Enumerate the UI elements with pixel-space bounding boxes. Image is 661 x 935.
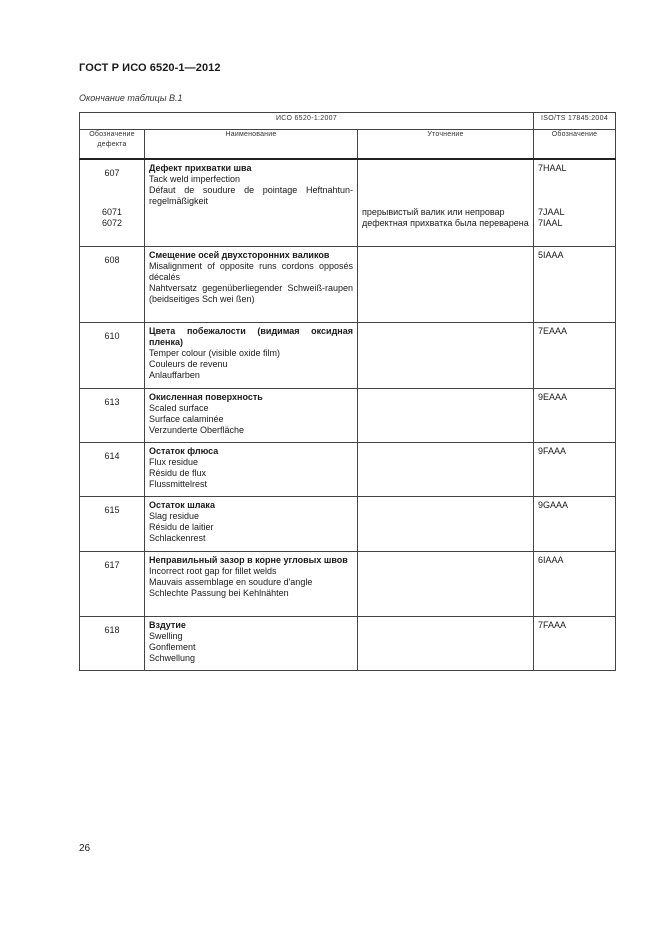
designation-cell [534,159,616,246]
defect-name-fr: Surface calaminée [149,413,224,424]
table-row [80,442,616,496]
table-row [80,159,616,246]
defect-name-ru: Остаток флюса [149,445,219,456]
defect-code-cell [80,159,145,246]
defect-name-cell [145,496,358,551]
clarification-cell [358,496,534,551]
defect-name-ru: Остаток шлака [149,499,215,510]
table-row [80,322,616,388]
column-header-clarification: Уточнение [358,130,534,160]
defect-code: 610 [104,330,120,341]
defect-name-ru: Цвета побежалости (видимая оксидная пленка) [149,325,353,347]
designation-code: 6IAAA [538,554,564,565]
designation-cell [534,551,616,616]
defect-code: 607 [104,168,120,178]
clarification-text: дефектная прихватка была переварена [362,218,529,228]
document-title: ГОСТ Р ИСО 6520-1—2012 [79,62,221,74]
clarification-cell [358,388,534,442]
designation-code: 7EAAA [538,325,568,336]
table-row [80,551,616,616]
defect-name-cell [145,159,358,246]
defect-subcode: 6072 [101,218,123,228]
designation-code: 7FAAA [538,619,567,630]
table-caption: Окончание таблицы В.1 [79,93,183,103]
defect-code: 618 [104,624,120,635]
defect-name-cell [145,388,358,442]
clarification-cell [358,616,534,670]
defect-name-fr: Couleurs de revenu [149,358,228,369]
defect-name-en: Swelling [149,630,183,641]
designation-code: 9GAAA [538,499,569,510]
clarification-cell [358,551,534,616]
clarification-cell [358,322,534,388]
defect-name-cell [145,551,358,616]
defect-name-cell [145,246,358,322]
defect-name-en: Slag residue [149,510,200,521]
designation-cell [534,616,616,670]
designation-code: 7JAAL [538,207,565,217]
clarification-text: прерывистый валик или непровар [362,207,505,217]
column-header-designation: Обозначение [534,130,616,160]
defect-code-cell [80,322,145,388]
defect-name-fr-de: Défaut de soudure de pointage Heftnahtun-regelmäßigkeit [149,185,353,206]
defect-name-de: Schlechte Passung bei Kehlnähten [149,587,289,598]
defect-name-cell [145,322,358,388]
defect-name-ru: Окисленная поверхность [149,391,263,402]
clarification-cell [358,246,534,322]
defect-code: 617 [104,559,120,570]
page-number: 26 [79,843,91,854]
defect-name-de: Schwellung [149,652,196,663]
defect-name-cell [145,442,358,496]
table-row [80,246,616,322]
defect-code: 613 [104,396,120,407]
table-row [80,496,616,551]
defect-name-fr: Mauvais assemblage en soudure d'angle [149,576,313,587]
designation-cell [534,442,616,496]
defect-name-de: Anlauffarben [149,369,200,380]
group-header-iso6520: ИСО 6520-1:2007 [80,113,534,130]
defect-name-ru: Смещение осей двухсторонних валиков [149,249,330,260]
designation-cell [534,322,616,388]
defect-name-en: Tack weld imperfection [149,174,241,184]
table-row [80,388,616,442]
defect-name-de: Schlackenrest [149,532,206,543]
designation-code: 7IAAL [538,218,563,228]
defect-name-en: Temper colour (visible oxide film) [149,347,281,358]
defect-name-de: Nahtversatz gegenüberliegender Schweiß-raupen (beidseitiges Sch wei ßen) [149,282,353,304]
defects-table [79,112,616,671]
defect-subcode: 6071 [101,207,123,217]
group-header-iso17845: ISO/TS 17845:2004 [534,113,616,130]
defect-code-cell [80,496,145,551]
defect-code: 615 [104,504,120,515]
defect-name-de: Verzunderte Oberfläche [149,424,245,435]
defect-name-de: Flussmittelrest [149,478,208,489]
defect-name-en: Misalignment of opposite runs cordons opposés décalés [149,260,353,282]
designation-cell [534,496,616,551]
group-header-row [80,113,616,130]
defect-name-fr: Résidu de flux [149,467,207,478]
defect-code-cell [80,551,145,616]
designation-cell [534,246,616,322]
designation-code: 9EAAA [538,391,568,402]
defect-name-en: Incorrect root gap for fillet welds [149,565,277,576]
defect-code-cell [80,442,145,496]
defect-name-ru: Вздутие [149,619,186,630]
designation-code: 5IAAA [538,249,564,260]
designation-code: 9FAAA [538,445,567,456]
defect-name-cell [145,616,358,670]
table-row [80,616,616,670]
column-header-row [80,130,616,160]
defect-name-en: Scaled surface [149,402,209,413]
defect-name-fr: Résidu de laitier [149,521,214,532]
defect-code: 614 [104,450,120,461]
column-header-name: Наименование [145,130,358,160]
defect-code-cell [80,616,145,670]
column-header-code: Обозначение дефекта [80,130,145,160]
defect-code-cell [80,388,145,442]
defect-name-ru: Дефект прихватки шва [149,163,252,173]
defect-name-fr: Gonflement [149,641,196,652]
designation-cell [534,388,616,442]
defect-code: 608 [104,254,120,265]
designation-code: 7HAAL [538,163,567,173]
defect-code-cell [80,246,145,322]
clarification-cell [358,442,534,496]
defect-name-ru: Неправильный зазор в корне угловых швов [149,554,348,565]
clarification-cell [358,159,534,246]
defect-name-en: Flux residue [149,456,199,467]
